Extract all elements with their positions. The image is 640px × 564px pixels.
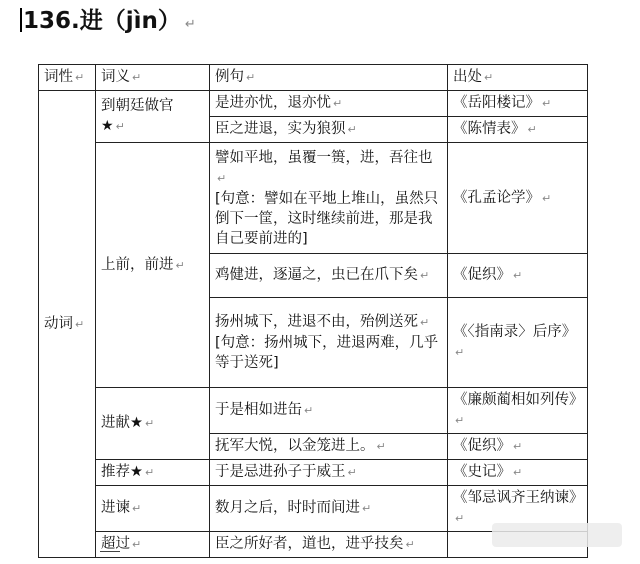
- source-cell: 《岳阳楼记》 ↵: [448, 91, 588, 117]
- sense-cell: 上前，前进 ↵: [96, 143, 210, 388]
- translation-note: [句意：譬如在平地上堆山，虽然只倒下一筐，这时继续前进，那是我自己要前进的]: [215, 190, 439, 247]
- source-cell: 《陈情表》 ↵: [448, 117, 588, 143]
- star-icon: ★: [101, 118, 114, 134]
- example-cell: 臣之进退，实为狼狈 ↵: [210, 117, 448, 143]
- text-cursor: [20, 8, 22, 32]
- table-row: [39, 91, 588, 117]
- sense-cell: 进献★ ↵: [96, 388, 210, 460]
- pos-cell: 动词 ↵: [39, 91, 96, 558]
- source-cell: 《邹忌讽齐王纳谏》↵: [448, 486, 588, 532]
- example-cell: 鸡健进，逐逼之，虫已在爪下矣 ↵: [210, 254, 448, 298]
- example-cell: 是进亦忧，退亦忧 ↵: [210, 91, 448, 117]
- header-cell: 例句 ↵: [210, 65, 448, 91]
- example-cell: 抚军大悦，以金笼进上。 ↵: [210, 434, 448, 460]
- header-cell: 出处 ↵: [448, 65, 588, 91]
- page-heading: [20, 4, 196, 38]
- header-cell: 词义 ↵: [96, 65, 210, 91]
- sense-cell: 推荐★ ↵: [96, 460, 210, 486]
- example-cell: 于是相如进缶 ↵: [210, 388, 448, 434]
- source-cell: 《史记》 ↵: [448, 460, 588, 486]
- dictionary-table: [38, 64, 588, 558]
- table-row: [39, 388, 588, 434]
- source-cell: 《孔孟论学》 ↵: [448, 143, 588, 254]
- heading-text: 136.进（jìn）: [23, 8, 181, 34]
- sense-cell: 超过 ↵: [96, 532, 210, 558]
- example-cell: 臣之所好者，道也，进乎技矣 ↵: [210, 532, 448, 558]
- table-row: [39, 460, 588, 486]
- table-row: [39, 143, 588, 254]
- source-cell: 《促织》 ↵: [448, 434, 588, 460]
- header-row: [39, 65, 588, 91]
- translation-note: [句意：扬州城下，进退两难，几乎等于送死]: [215, 335, 439, 371]
- sense-cell: 到朝廷做官 ★ ↵: [96, 91, 210, 143]
- page-fragment: [100, 551, 120, 564]
- example-cell: 扬州城下，进退不由，殆例送死 ↵ [句意：扬州城下，进退两难，几乎等于送死]: [210, 298, 448, 388]
- example-cell: 数月之后，时时而间进 ↵: [210, 486, 448, 532]
- source-cell: 《廉颇蔺相如列传》↵: [448, 388, 588, 434]
- paragraph-mark-icon: ↵: [184, 17, 196, 32]
- example-cell: 譬如平地，虽覆一篑，进，吾往也↵ [句意：譬如在平地上堆山，虽然只倒下一筐，这时继续前进，那是我自己要前进的]: [210, 143, 448, 254]
- source-cell: 《〈指南录〉后序》↵: [448, 298, 588, 388]
- sense-cell: 进谏 ↵: [96, 486, 210, 532]
- source-cell: 《促织》 ↵: [448, 254, 588, 298]
- example-cell: 于是忌进孙子于威王 ↵: [210, 460, 448, 486]
- header-cell: 词性 ↵: [39, 65, 96, 91]
- watermark-overlay: [492, 523, 622, 547]
